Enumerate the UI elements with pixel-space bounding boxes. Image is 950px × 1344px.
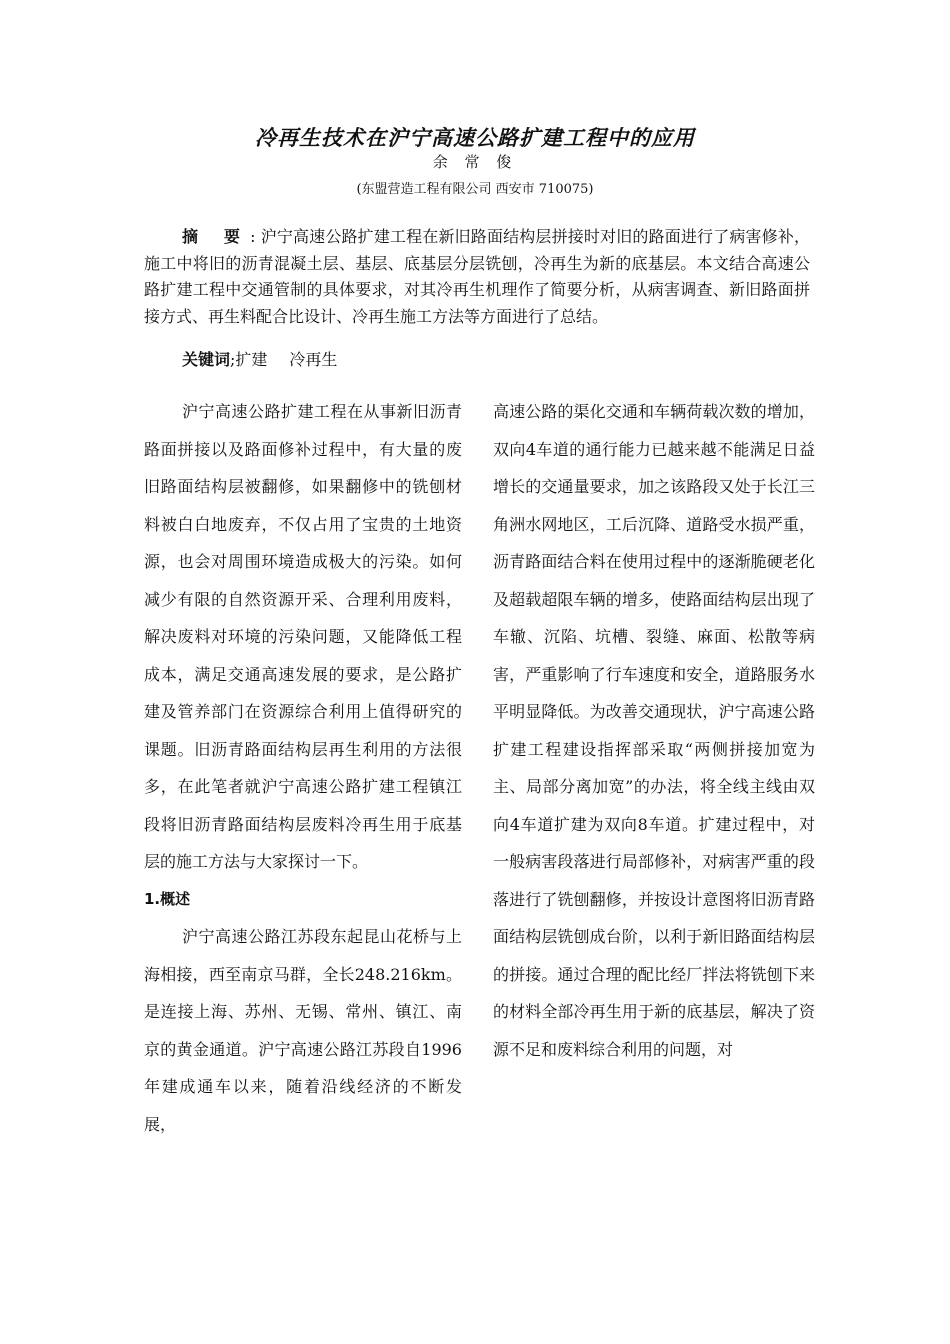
overview-paragraph-continued: 高速公路的渠化交通和车辆荷载次数的增加，双向4车道的通行能力已越来越不能满足日益增长的交通量要求，加之该路段又处于长江三角洲水网地区，工后沉降、道路受水损严重，沥青路面结合料在使用过程中的逐渐脆硬老化及超载超限车辆的增多，使路面结构层出现了车辙、沉陷、坑槽、裂缝、麻面、松散等病害，严重影响了行车速度和安全，道路服务水平明显降低。为改善交通现状，沪宁高速公路扩建工程建设指挥部采取“两侧拼接加宽为主、局部分离加宽”的办法，将全线主线由双向4车道扩建为双向8车道。扩建过程中，对一般病害段落进行局部修补，对病害严重的段落进行了铣刨翻修，并按设计意图将旧沥青路面结构层铣刨成台阶，以利于新旧路面结构层的拼接。通过合理的配比经厂拌法将铣刨下来的材料全部冷再生用于新的底基层，解决了资源不足和废料综合利用的问题，对 bbox=[493, 402, 815, 1059]
intro-paragraph: 沪宁高速公路扩建工程在从事新旧沥青路面拼接以及路面修补过程中，有大量的废旧路面结构层被翻修，如果翻修中的铣刨材料被白白地废弃，不仅占用了宝贵的土地资源，也会对周围环境造成极大的污染。如何减少有限的自然资源开采、合理利用废料，解决废料对环境的污染问题，又能降低工程成本，满足交通高速发展的要求，是公路扩建及管养部门在资源综合利用上值得研究的课题。旧沥青路面结构层再生利用的方法很多，在此笔者就沪宁高速公路扩建工程镇江段将旧沥青路面结构层废料冷再生用于底基层的施工方法与大家探讨一下。 bbox=[144, 402, 462, 871]
abstract bbox=[144, 224, 810, 330]
keywords bbox=[182, 347, 337, 370]
keyword-item: 冷再生 bbox=[289, 350, 338, 369]
paper-title: 冷再生技术在沪宁高速公路扩建工程中的应用 bbox=[255, 125, 695, 150]
abstract-label: 摘 要 bbox=[182, 227, 251, 246]
body-left-column bbox=[144, 393, 462, 1143]
abstract-text: : 沪宁高速公路扩建工程在新旧路面结构层拼接时对旧的路面进行了病害修补，施工中将旧的沥青混凝土层、基层、底基层分层铣刨，冷再生为新的底基层。本文结合高速公路扩建工程中交通管制的具体要求，对其冷再生机理作了简要分析，从病害调查、新旧路面拼接方式、再生料配合比设计、冷再生施工方法等方面进行了总结。 bbox=[144, 227, 810, 326]
author-affiliation: (东盟营造工程有限公司 西安市 710075) bbox=[356, 182, 594, 197]
author-name: 余 常 俊 bbox=[432, 153, 518, 171]
keyword-item: 扩建 bbox=[235, 350, 268, 369]
keywords-label: 关键词 bbox=[182, 350, 231, 369]
body-right-column bbox=[493, 393, 815, 1068]
section-heading-overview: 1.概述 bbox=[144, 889, 191, 908]
overview-paragraph: 沪宁高速公路江苏段东起昆山花桥与上海相接，西至南京马群，全长248.216km。是连接上海、苏州、无锡、常州、镇江、南京的黄金通道。沪宁高速公路江苏段自1996年建成通车以来，随着沿线经济的不断发展， bbox=[144, 927, 462, 1134]
keywords-separator: ; bbox=[230, 350, 236, 369]
